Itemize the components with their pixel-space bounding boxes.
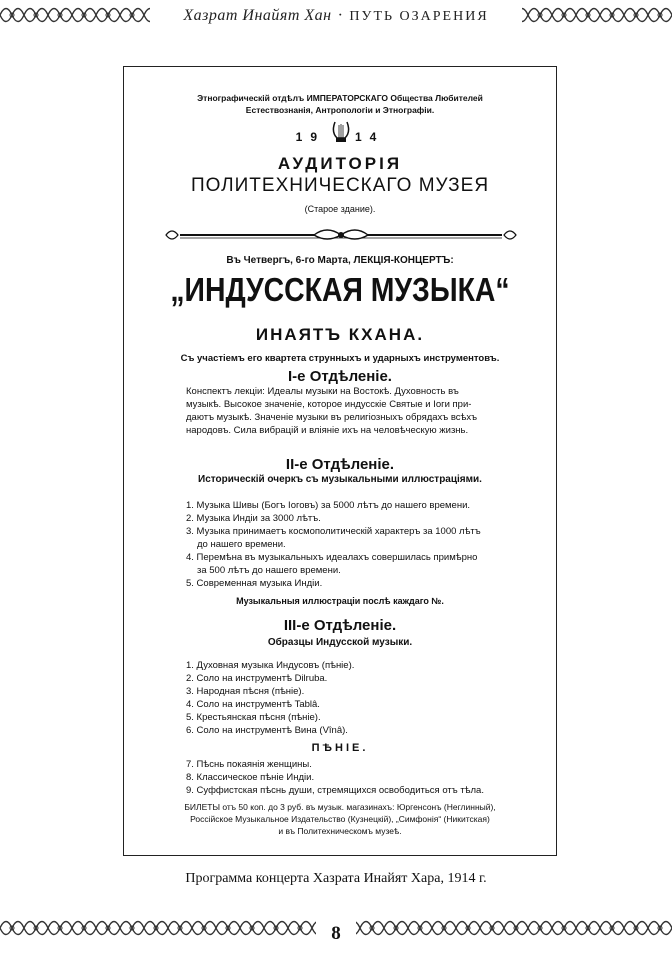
list-item: 5. Крестьянская пѣсня (пѣніе). <box>186 712 321 723</box>
section1-line: народовъ. Сила вибрацій и вліяніе ихъ на человѣческую жизнь. <box>186 425 469 436</box>
running-header <box>0 0 672 34</box>
poster-old-building: (Старое здание). <box>304 204 376 214</box>
section1-line: даютъ музыкѣ. Значеніе музыки въ религіозныхъ обрядахъ всѣхъ <box>186 412 478 423</box>
list-item: 1. Духовная музыка Индусовъ (пѣніе). <box>186 660 355 671</box>
header-book-title: ПУТЬ ОЗАРЕНИЯ <box>349 9 489 24</box>
header-title <box>150 4 522 28</box>
section3-subtitle: Образцы Индусской музыки. <box>267 637 413 648</box>
poster-main-title: „ИНДУССКАЯ МУЗЫКА“ <box>170 271 510 308</box>
poster-performer: ИНАЯТЪ КХАНА. <box>255 325 425 344</box>
section3-title: III-е Отдѣленіе. <box>283 617 397 634</box>
tickets-line1: БИЛЕТЫ отъ 50 коп. до 3 руб. въ музык. магазинахъ: Юргенсонъ (Неглинный), <box>184 802 496 812</box>
poster-auditorium: АУДИТОРІЯ <box>277 154 403 173</box>
section1-line: музыкѣ. Высокое значеніе, которое индусскіе Святые и Іоги при- <box>186 399 472 410</box>
list-item: 3. Народная пѣсня (пѣніе). <box>186 686 305 697</box>
list-item: 3. Музыка принимаетъ космополитическій характеръ за 1000 лѣтъ <box>186 526 481 537</box>
list-item: 7. Пѣснь покаянія женщины. <box>186 759 312 770</box>
tickets-line3: и въ Политехническомъ музеѣ. <box>278 826 402 836</box>
list-item: за 500 лѣтъ до нашего времени. <box>197 565 341 576</box>
concert-poster <box>123 66 557 856</box>
section1-body <box>186 385 530 437</box>
list-item: 5. Современная музыка Индіи. <box>186 578 323 589</box>
list-item: до нашего времени. <box>197 539 286 550</box>
poster-date-line: Въ Четвергъ, 6-го Марта, ЛЕКЦІЯ-КОНЦЕРТЪ: <box>226 255 454 266</box>
poster-year-left: 19 <box>295 130 325 144</box>
list-item: 4. Соло на инструментѣ Tablâ. <box>186 699 320 710</box>
singing-list <box>186 758 484 797</box>
list-item: 4. Перемѣна въ музыкальныхъ идеалахъ совершилась примѣрно <box>186 552 478 563</box>
section2-subtitle: Историческій очеркъ съ музыкальными иллюстраціями. <box>198 474 482 485</box>
figure-caption: Программа концерта Хазрата Инайят Хара, 1914 г. <box>185 871 487 886</box>
section2-note: Музыкальныя иллюстраціи послѣ каждаго №. <box>236 596 444 606</box>
section1-title: I-е Отдѣленіе. <box>288 368 392 385</box>
poster-year-right: 14 <box>355 130 385 144</box>
page-number: 8 <box>316 918 356 950</box>
section3-list <box>186 659 354 737</box>
running-footer <box>0 913 672 961</box>
poster-org-line2: Естествознанія, Антропологіи и Этнографіи. <box>245 105 435 115</box>
poster-org-line1: Этнографическій отдѣлъ ИМПЕРАТОРСКАГО Общества Любителей <box>197 93 483 103</box>
list-item: 6. Соло на инструментѣ Вина (Vînâ). <box>186 725 348 736</box>
header-separator: · <box>337 7 344 24</box>
poster-museum: ПОЛИТЕХНИЧЕСКАГО МУЗЕЯ <box>190 175 490 196</box>
tickets-line2: Россійское Музыкальное Издательство (Кузнецкій), „Симфонія“ (Никитская) <box>190 814 490 824</box>
list-item: 2. Музыка Индіи за 3000 лѣтъ. <box>186 513 321 524</box>
section2-list <box>186 499 481 590</box>
list-item: 9. Суффистская пѣснь души, стремящихся освободиться отъ тѣла. <box>186 785 484 796</box>
singing-title: ПѢНІЕ. <box>311 742 369 754</box>
header-author: Хазрат Инайят Хан <box>183 7 332 24</box>
ornament-divider <box>164 227 518 243</box>
list-item: 1. Музыка Шивы (Богъ Іоговъ) за 5000 лѣтъ до нашего времени. <box>186 500 471 511</box>
poster-participation: Съ участіемъ его квартета струнныхъ и ударныхъ инструментовъ. <box>180 353 500 364</box>
section1-line: Конспектъ лекціи: Идеалы музыки на Востокѣ. Духовность въ <box>186 386 459 397</box>
list-item: 8. Классическое пѣніе Индіи. <box>186 772 315 783</box>
section2-title: II-е Отдѣленіе. <box>285 456 395 473</box>
lyre-icon <box>331 120 351 144</box>
list-item: 2. Соло на инструментѣ Dilruba. <box>186 673 328 684</box>
